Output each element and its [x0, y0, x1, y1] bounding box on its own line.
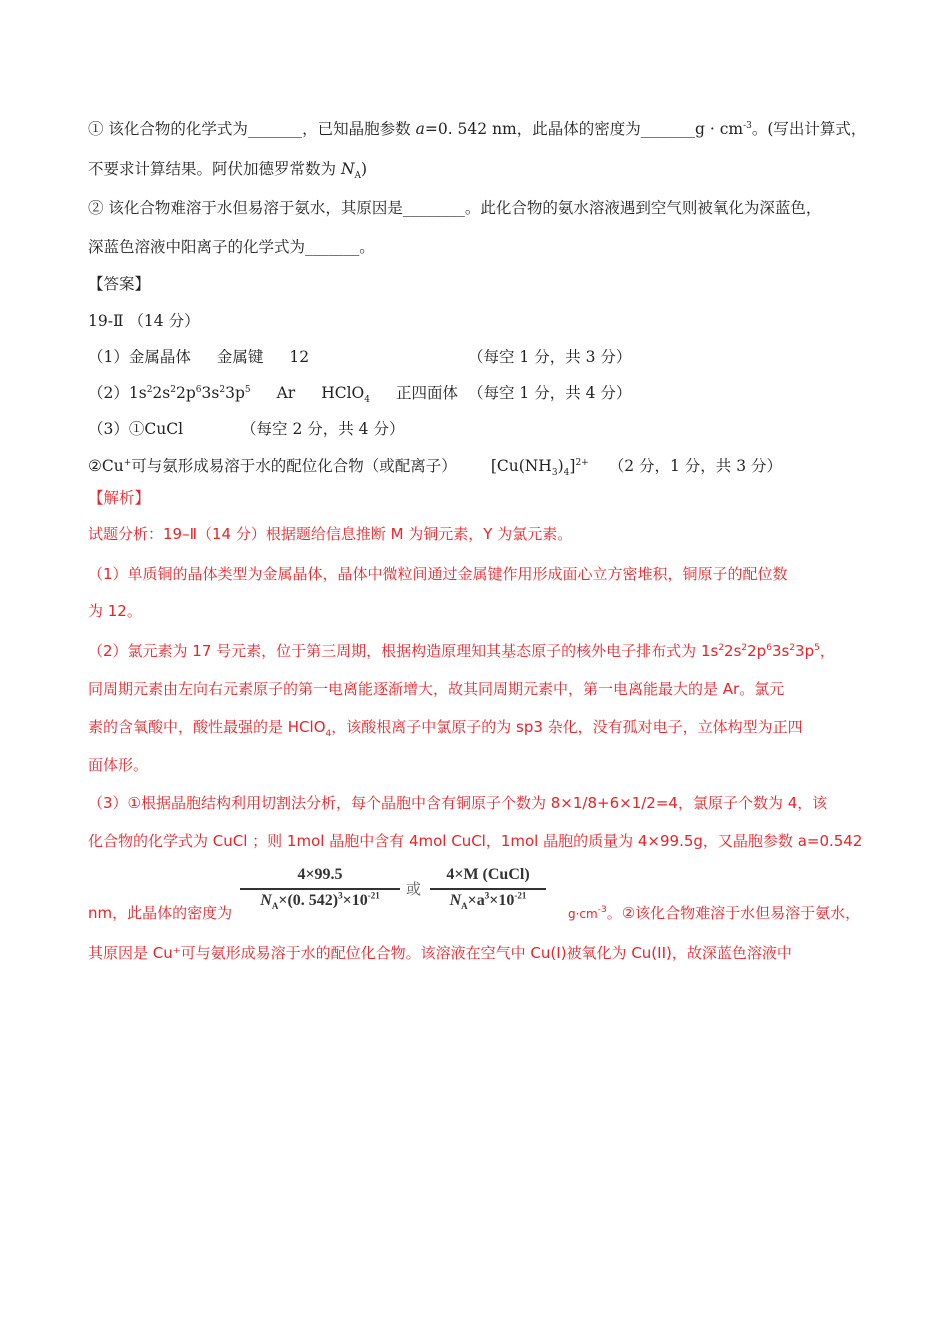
den-exp: 3 [338, 890, 343, 901]
question-1-line-1 [88, 118, 866, 140]
answer-4-text: 可与氨形成易溶于水的配位化合物（或配离子） [131, 457, 457, 475]
answer-2-score: （每空 1 分，共 4 分） [468, 384, 632, 402]
analysis-p2-text: （2）氯元素为 17 号元素，位于第三周期，根据构造原理知其基态原子的核外电子排布式为 1s [88, 642, 719, 660]
answer-line-2 [88, 382, 458, 404]
answer-1-item-3: 12 [289, 348, 310, 366]
config-exp: 2 [146, 384, 153, 395]
den-exp: -21 [367, 890, 380, 901]
analysis-p2-line-2: 同周期元素由左向右元素原子的第一电离能逐渐增大，故其同周期元素中，第一电离能最大的是 Ar。氯元 [88, 680, 785, 698]
answer-3-score: （每空 2 分，共 4 分） [241, 420, 405, 438]
analysis-p3-line-3-left [88, 902, 232, 924]
config-orbital: 2p [175, 384, 196, 402]
fraction-1-numerator: 4×99.5 [297, 866, 343, 883]
den-exp: 3 [484, 890, 490, 901]
question-1-close-paren: ) [361, 160, 368, 178]
config-exp: 2 [219, 384, 226, 395]
or-connector: 或 [406, 880, 422, 898]
answer-title: 19-Ⅱ （14 分） [88, 312, 200, 330]
config-exp: 2 [718, 643, 725, 653]
analysis-p3-line-3-c: 。②该化合物难溶于水但易溶于氨水， [606, 904, 861, 922]
answer-2-item-shape: 正四面体 [396, 384, 459, 402]
answer-line-1 [88, 346, 309, 368]
answer-3-text: （3）①CuCl [88, 420, 184, 438]
question-1-line-2-text: 不要求计算结果。阿伏加德罗常数为 [88, 160, 341, 178]
avogadro-subscript: A [354, 171, 361, 182]
question-2-line-1: ② 该化合物难溶于水但易溶于氨水，其原因是________。此化合物的氨水溶液遇到空气则被氧化为深蓝色， [88, 199, 822, 217]
na-subscript: A [461, 901, 468, 912]
analysis-p1-line-2: 为 12。 [88, 602, 142, 620]
config-exp: 6 [766, 643, 772, 653]
analysis-p3-line-3-right [568, 902, 860, 925]
analysis-p2-line-3 [88, 716, 803, 738]
analysis-p2-line-3-a: 素的含氧酸中，酸性最强的是 HClO [88, 718, 326, 736]
config-exp: 2 [170, 384, 176, 395]
den-text: ×10 [342, 892, 368, 909]
config-exp: 5 [244, 384, 251, 395]
density-fraction-2 [430, 866, 546, 916]
answer-2-prefix: （2）1s [88, 384, 147, 402]
avogadro-symbol: N [340, 160, 355, 178]
analysis-p2-line-3-b: ，该酸根离子中氯原子的为 sp3 杂化，没有孤对电子，立体构型为正四 [331, 718, 803, 736]
answer-4-charge: + [123, 457, 132, 468]
lattice-symbol: a [415, 120, 425, 138]
question-1-text-a: ① 该化合物的化学式为_______，已知晶胞参数 [88, 120, 416, 138]
density-unit: g·cm [568, 907, 598, 921]
answer-line-4 [88, 455, 782, 477]
answer-2-item-ar: Ar [276, 384, 296, 402]
fraction-1-denominator [240, 892, 400, 910]
config-orbital: 3p [225, 384, 245, 402]
question-1-line-2 [88, 158, 367, 180]
answer-heading: 【答案】 [88, 275, 151, 293]
den-text: ×(0. 542) [278, 892, 339, 909]
config-exp: 2 [741, 643, 748, 653]
config-orbital: 3p [795, 642, 815, 660]
analysis-p2-comma: ， [819, 642, 835, 660]
question-1-text-c: 。(写出计算式， [751, 120, 867, 138]
na-symbol: N [260, 892, 272, 909]
unit-exponent: -3 [743, 120, 752, 131]
analysis-p3-line-2: 化合物的化学式为 CuCl ；则 1mol 晶胞中含有 4mol CuCl，1mol 晶胞的质量为 4×99.5g，又晶胞参数 a=0.542 [88, 832, 863, 850]
config-orbital: 3s [201, 384, 220, 402]
density-fraction-1 [240, 866, 400, 916]
config-exp: 5 [814, 643, 820, 653]
answer-line-3 [88, 418, 404, 440]
analysis-heading: 【解析】 [88, 489, 151, 507]
na-subscript: A [271, 901, 279, 912]
den-exp: -21 [514, 890, 527, 901]
config-orbital: 2p [747, 642, 767, 660]
config-exp: 2 [789, 643, 796, 653]
config-orbital: 3s [771, 642, 790, 660]
fraction-2-numerator: 4×M (CuCl) [446, 866, 530, 883]
config-orbital: 2s [152, 384, 171, 402]
answer-4-ion: [Cu(NH [490, 457, 552, 475]
answer-1-item-2: 金属键 [216, 348, 264, 366]
fraction-2-denominator [430, 892, 546, 910]
analysis-intro: 试题分析：19–Ⅱ（14 分）根据题给信息推断 M 为铜元素，Y 为氯元素。 [88, 525, 573, 543]
analysis-p2-line-4: 面体形。 [88, 756, 149, 774]
ion-subscript: 3 [551, 468, 558, 479]
ion-paren: ) [557, 457, 564, 475]
config-exp: 6 [195, 384, 202, 395]
analysis-p3-line-3-a: nm，此晶体的密度为 [88, 904, 233, 922]
question-2-line-2: 深蓝色溶液中阳离子的化学式为_______。 [88, 238, 375, 256]
den-text: ×a [467, 892, 485, 909]
den-text: ×10 [489, 892, 515, 909]
analysis-p1-line-1: （1）单质铜的晶体类型为金属晶体，晶体中微粒间通过金属键作用形成面心立方密堆积，铜原子的配位数 [88, 565, 788, 583]
ion-bracket: ] [569, 457, 576, 475]
analysis-p3-line-4: 其原因是 Cu⁺可与氨形成易溶于水的配位化合物。该溶液在空气中 Cu(I)被氧化为 Cu(II)，故深蓝色溶液中 [88, 944, 792, 962]
answer-2-acid-subscript: 4 [364, 395, 370, 406]
question-1-text-b: =0. 542 nm，此晶体的密度为_______g · cm [424, 120, 744, 138]
analysis-p2-subscript: 4 [325, 729, 332, 739]
na-symbol: N [449, 892, 462, 909]
analysis-p3-line-1: （3）①根据晶胞结构利用切割法分析，每个晶胞中含有铜原子个数为 8×1/8+6×1/2=4，氯原子个数为 4，该 [88, 794, 828, 812]
analysis-p2-line-1 [88, 640, 835, 662]
density-unit-exp: -3 [597, 905, 607, 915]
answer-2-item-acid: HClO [321, 384, 365, 402]
answer-4-prefix: ②Cu [88, 457, 124, 475]
answer-4-score: （2 分，1 分，共 3 分） [608, 457, 783, 475]
ion-subscript: 4 [563, 468, 570, 479]
answer-1-score: （每空 1 分，共 3 分） [468, 348, 632, 366]
ion-charge: 2+ [575, 457, 589, 468]
config-orbital: 2s [724, 642, 742, 660]
answer-1-item-1: （1）金属晶体 [88, 348, 191, 366]
